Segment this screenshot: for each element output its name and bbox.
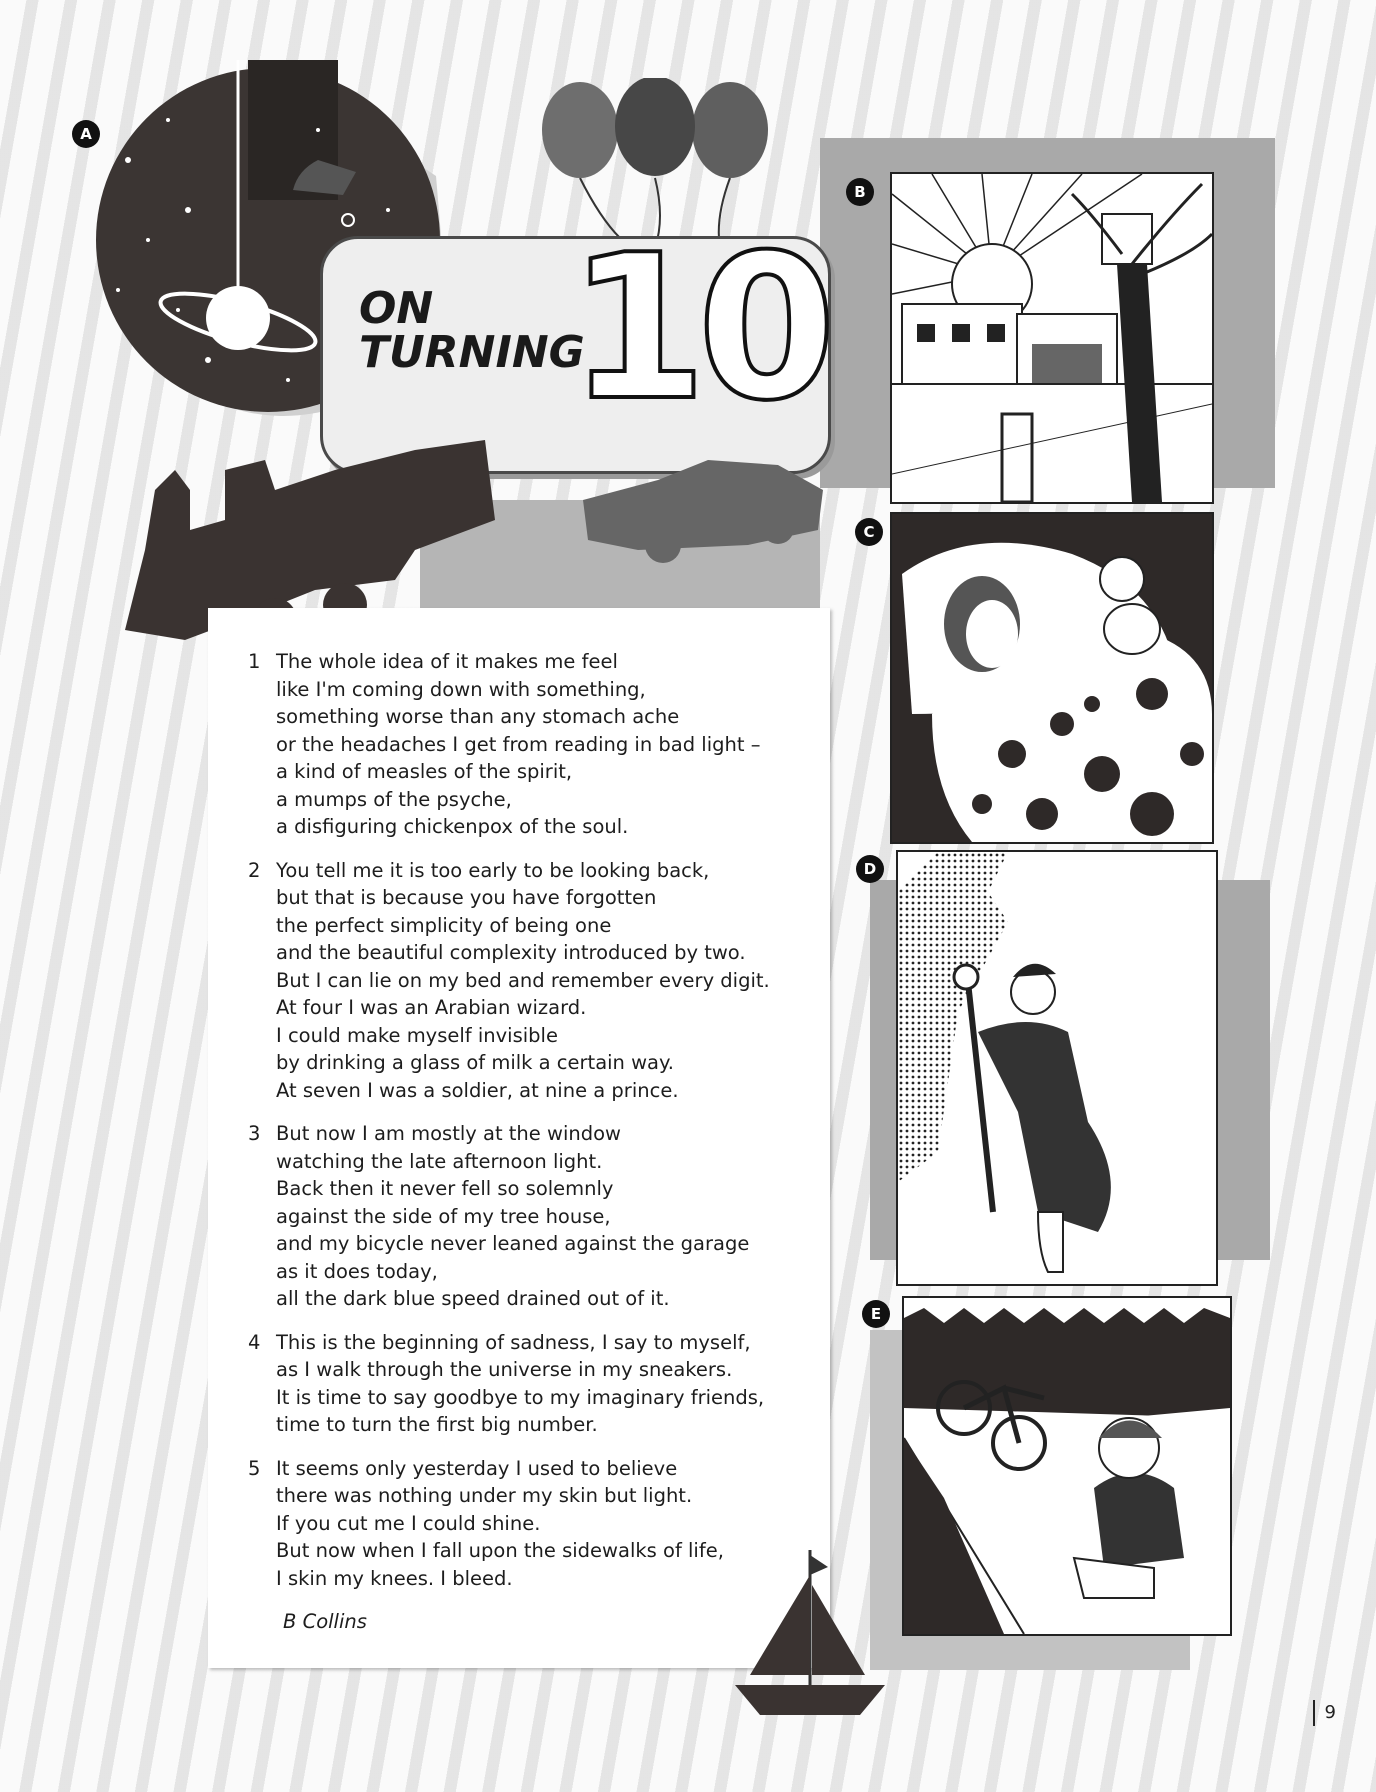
poem-line: as it does today, [276, 1259, 438, 1283]
panel-label-a: A [72, 120, 100, 148]
poem-line: You tell me it is too early to be looking back, [276, 858, 710, 882]
stanza-1 [248, 648, 808, 841]
poem-line: But now when I fall upon the sidewalks of life, [276, 1539, 724, 1562]
title-number: 10 [568, 212, 827, 445]
poem-line: But I can lie on my bed and remember every digit. [276, 968, 770, 992]
stanza-3 [248, 1120, 808, 1313]
stanza-2 [248, 857, 808, 1105]
poem-line: by drinking a glass of milk a certain way. [276, 1051, 674, 1074]
poem-line: At seven I was a soldier, at nine a prince. [276, 1078, 679, 1102]
poem-author: B Collins [283, 1610, 367, 1633]
illustration-c-sick-child [890, 512, 1214, 844]
title-line-on: ON [359, 283, 434, 334]
poem-line: At four I was an Arabian wizard. [276, 996, 587, 1019]
panel-label-e: E [862, 1300, 890, 1328]
poem-line: If you cut me I could shine. [276, 1511, 541, 1535]
page-number: 9 [1313, 1700, 1336, 1726]
poem-line: the perfect simplicity of being one [276, 913, 612, 937]
poem-line: or the headaches I get from reading in bad light – [276, 732, 761, 756]
poem-line: I skin my knees. I bleed. [276, 1566, 513, 1590]
sailboat-silhouette [730, 1545, 890, 1725]
poem-line: The whole idea of it makes me feel [276, 650, 618, 673]
poem-line: there was nothing under my skin but light. [276, 1484, 693, 1507]
poem-line: a mumps of the psyche, [276, 787, 512, 811]
stanza-number: 4 [248, 1330, 261, 1354]
stanza-number: 1 [248, 650, 261, 673]
poem-line: But now I am mostly at the window [276, 1122, 621, 1145]
poem-text [248, 648, 808, 1636]
poem-card [208, 608, 830, 1668]
poem-line: It is time to say goodbye to my imaginary friends, [276, 1385, 765, 1409]
panel-label-b: B [846, 178, 874, 206]
poem-line: something worse than any stomach ache [276, 705, 680, 728]
stanza-4 [248, 1329, 808, 1439]
poem-line: against the side of my tree house, [276, 1204, 611, 1228]
poem-line: all the dark blue speed drained out of it. [276, 1287, 670, 1310]
title-text [359, 283, 585, 378]
poem-line: Back then it never fell so solemnly [276, 1177, 614, 1200]
poem-line: watching the late afternoon light. [276, 1149, 603, 1173]
poem-line: a disfiguring chickenpox of the soul. [276, 815, 629, 838]
stanza-number: 3 [248, 1122, 261, 1145]
poem-line: like I'm coming down with something, [276, 677, 646, 701]
poem-line: It seems only yesterday I used to believe [276, 1456, 678, 1480]
poem-line: and the beautiful complexity introduced by two. [276, 941, 746, 964]
panel-label-d: D [856, 855, 884, 883]
poem-line: but that is because you have forgotten [276, 886, 657, 909]
poem-line: This is the beginning of sadness, I say to myself, [276, 1330, 751, 1354]
panel-label-c: C [855, 518, 883, 546]
poem-line: as I walk through the universe in my sneakers. [276, 1358, 733, 1381]
stanza-number: 5 [248, 1456, 261, 1480]
car-silhouette [578, 460, 828, 580]
stanza-number: 2 [248, 858, 261, 882]
poem-line: and my bicycle never leaned against the garage [276, 1232, 750, 1255]
illustration-e-fallen-child [902, 1296, 1232, 1636]
illustration-b-treehouse [890, 172, 1214, 504]
title-line-turning: TURNING [359, 327, 585, 378]
poem-line: a kind of measles of the spirit, [276, 760, 573, 783]
stanza-5 [248, 1455, 808, 1593]
illustration-d-wizard [896, 850, 1218, 1286]
poem-line: I could make myself invisible [276, 1023, 558, 1047]
poem-line: time to turn the first big number. [276, 1413, 598, 1436]
